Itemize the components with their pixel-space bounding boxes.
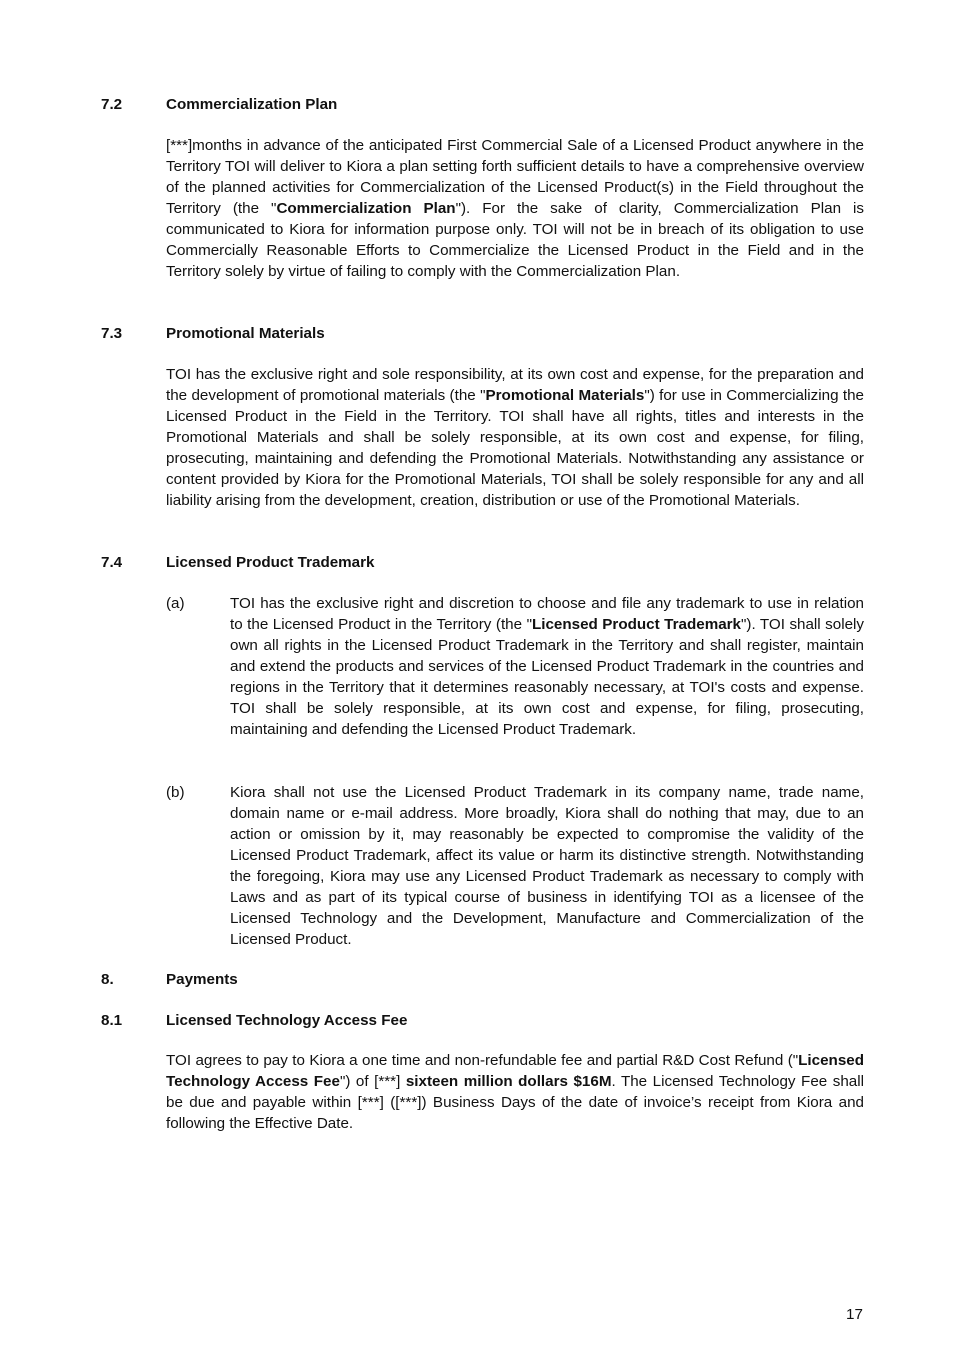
text-run: . The Licensed Technology Fee shall be due and payable within [***] ([***]) Business Days of the date of invoice’s receipt from Kiora and following the Effective Date. <box>166 1073 864 1132</box>
section-number: 8.1 <box>101 1012 123 1029</box>
fee-amount: sixteen million dollars $16M <box>405 1073 612 1090</box>
paragraph-commercialization-plan <box>166 135 864 282</box>
list-item-text <box>230 593 864 740</box>
text-run: ") of [***] <box>339 1073 406 1090</box>
text-run: TOI has the exclusive right and sole responsibility, at its own cost and expense, for the preparation and the development of promotional materials (the " <box>166 366 864 404</box>
section-heading-8 <box>101 969 238 990</box>
section-title: Promotional Materials <box>166 325 325 342</box>
list-item-text: Kiora shall not use the Licensed Product Trademark in its company name, trade name, domain name or e-mail address. More broadly, Kiora shall do nothing that may, due to an action or omission by it, may reasonably be expected to compromise the validity of the Licensed Product Trademark, affect its value or harm its distinctive strength. Notwithstanding the foregoing, Kiora may use any Licensed Product Trademark as necessary to comply with Laws and as part of its typical course of business in identifying TOI as a licensee of the Licensed Technology and the Development, Manufacture and Commercialization of the Licensed Product. <box>230 784 864 948</box>
text-run: TOI agrees to pay to Kiora a one time and non-refundable fee and partial R&D Cost Refund (" <box>166 1052 799 1069</box>
section-heading-8-1 <box>101 1010 407 1031</box>
paragraph-promotional-materials <box>166 364 864 511</box>
defined-term: Commercialization Plan <box>276 200 456 217</box>
section-heading-7-4 <box>101 552 374 573</box>
text-run: "). TOI shall solely own all rights in the Licensed Product Trademark in the Territory and shall register, maintain and extend the products and services of the Licensed Product Trademark in the countries and regions in the Territory that it determines reasonably necessary, at TOI's costs and expense. TOI shall be solely responsible, at its own cost and expense, for filing, prosecuting, maintaining and defending the Licensed Product Trademark. <box>230 616 865 738</box>
text-run: TOI has the exclusive right and discretion to choose and file any trademark to use in relation to the Licensed Product in the Territory (the " <box>230 595 864 633</box>
section-title: Payments <box>166 971 238 988</box>
page-number: 17 <box>846 1306 863 1323</box>
list-item-a <box>166 593 864 740</box>
defined-term: Licensed Product Trademark <box>531 616 742 633</box>
list-item-label: (a) <box>166 595 185 612</box>
defined-term: Licensed Technology Access Fee <box>166 1052 864 1090</box>
section-number: 7.2 <box>101 96 123 113</box>
text-run: ") for use in Commercializing the Licensed Product in the Field in the Territory. TOI shall have all rights, titles and interests in the Promotional Materials and shall be solely responsible, at its own cost and expense, for filing, prosecuting, maintaining and defending the Promotional Materials. Notwithstanding any assistance or content provided by Kiora for the Promotional Materials, TOI shall be solely responsible for any and all liability arising from the development, creation, distribution or use of the Promotional Materials. <box>166 387 864 509</box>
defined-term: Promotional Materials <box>485 387 645 404</box>
section-title: Licensed Product Trademark <box>166 554 375 571</box>
list-item-b <box>166 782 864 950</box>
section-number: 8. <box>101 971 114 988</box>
list-item-label: (b) <box>166 784 185 801</box>
section-title: Commercialization Plan <box>166 96 338 113</box>
section-heading-7-3 <box>101 323 325 344</box>
paragraph-access-fee <box>166 1050 864 1134</box>
section-heading-7-2 <box>101 94 337 115</box>
text-run: "). For the sake of clarity, Commercialization Plan is communicated to Kiora for information purpose only. TOI will not be in breach of its obligation to use Commercially Reasonable Efforts to Commercialize the Licensed Product in the Field and in the Territory solely by virtue of failing to comply with the Commercialization Plan. <box>166 200 864 280</box>
text-run: [***]months in advance of the anticipated First Commercial Sale of a Licensed Product anywhere in the Territory TOI will deliver to Kiora a plan setting forth sufficient details to have a comprehensive overview of the planned activities for Commercialization of the Licensed Product(s) in the Field throughout the Territory (the " <box>166 137 864 217</box>
section-number: 7.4 <box>101 554 123 571</box>
section-number: 7.3 <box>101 325 123 342</box>
section-title: Licensed Technology Access Fee <box>166 1012 408 1029</box>
